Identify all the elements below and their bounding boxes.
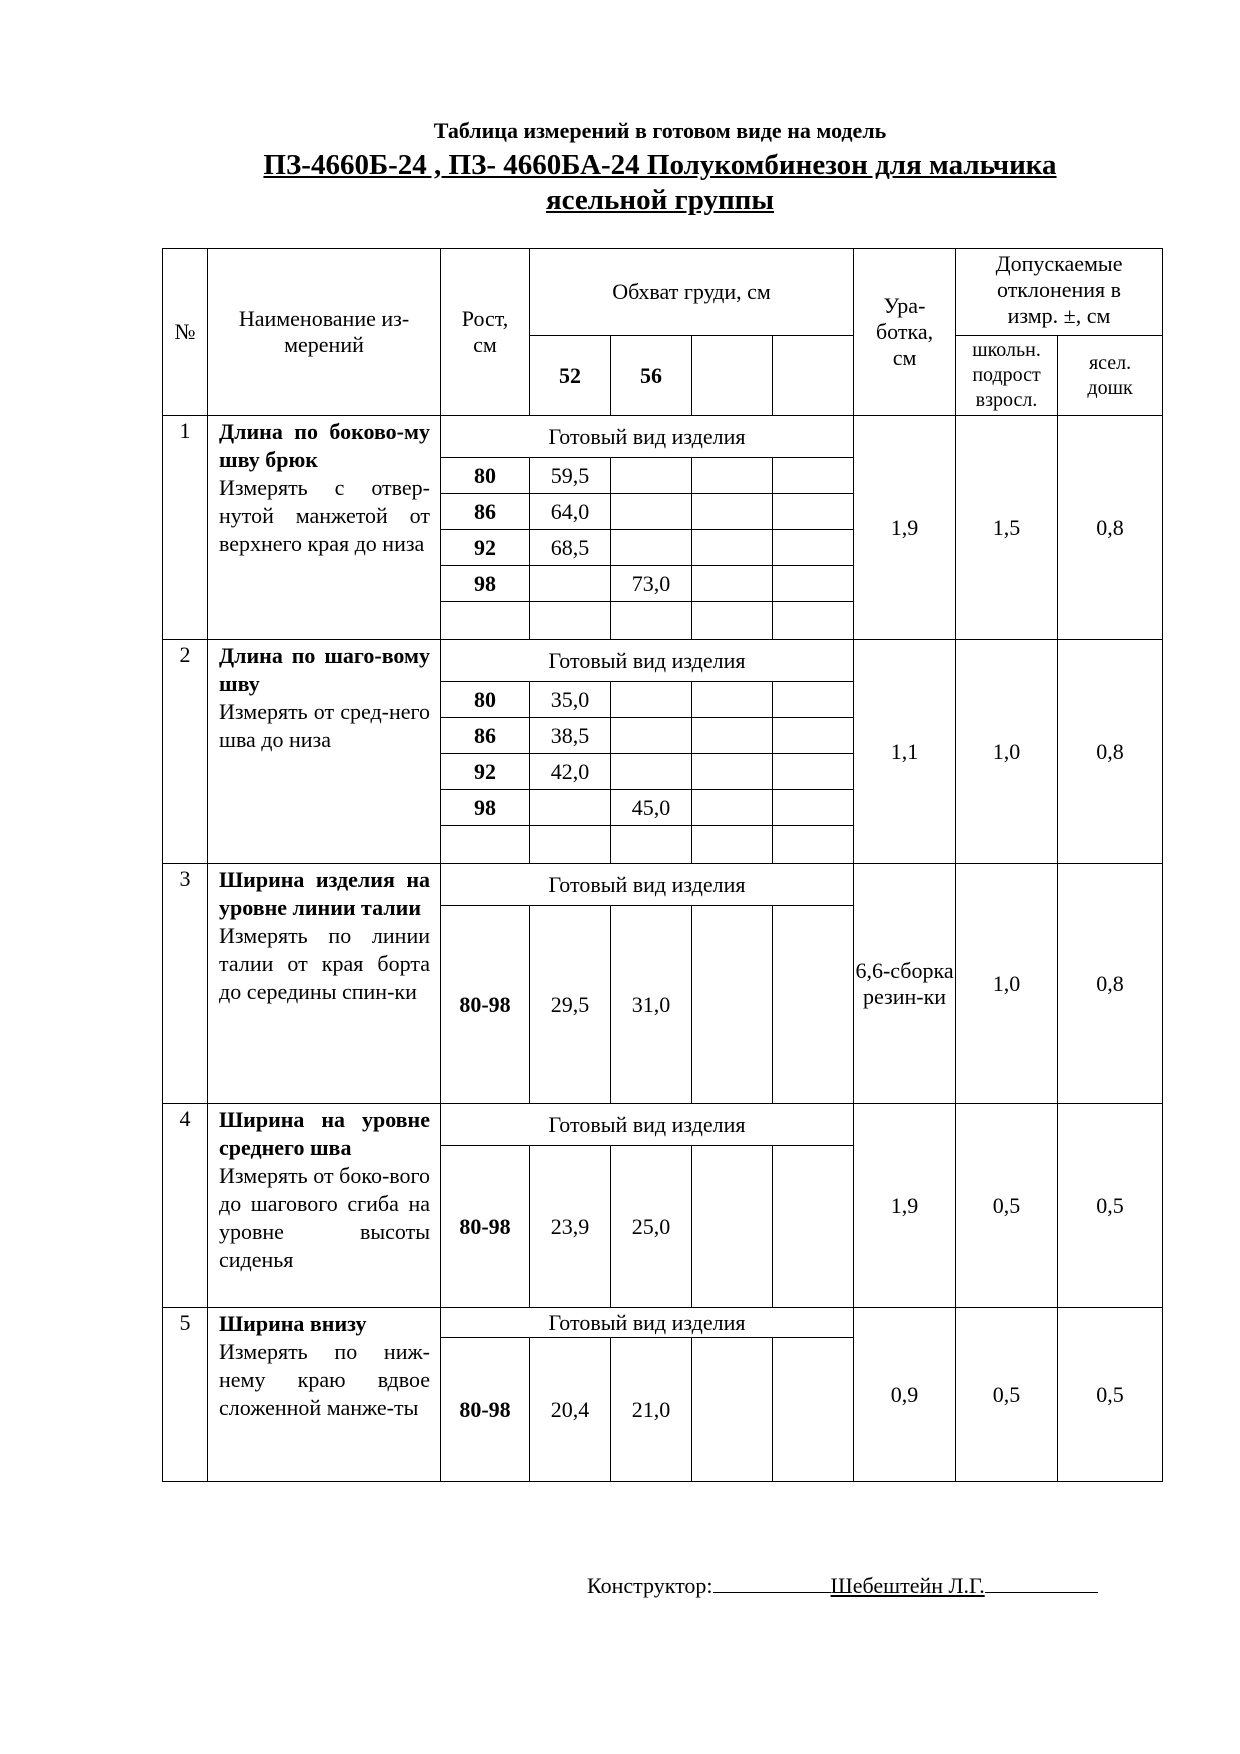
measurement-title: Ширина на уровне среднего шва [219,1107,430,1160]
tolerance-school: 0,5 [956,1308,1058,1482]
signature-line [587,1572,1098,1599]
signature-blank [985,1572,1098,1593]
size-value [611,718,692,754]
size-value [773,682,854,718]
work-value: 1,9 [854,1104,956,1308]
row-number: 2 [163,640,208,864]
size-value [773,530,854,566]
size-value: 21,0 [611,1338,692,1482]
row-number: 3 [163,864,208,1104]
table-row [163,640,1163,682]
size-value [611,494,692,530]
size-value [530,566,611,602]
measurement-instruction: Измерять с отвер-нутой манжетой от верхнего края до низа [219,475,430,556]
size-value [611,458,692,494]
measurement-table [162,248,1163,1482]
size-value: 25,0 [611,1146,692,1308]
size-value: 59,5 [530,458,611,494]
subtitle-line-2: ясельной группы [545,184,775,216]
size-value: 31,0 [611,906,692,1104]
header-nursery: ясел. дошк [1058,336,1163,416]
signature-name: Шебештейн Л.Г. [830,1573,985,1598]
measurement-title: Ширина изделия на уровне линии талии [219,867,430,920]
size-value: 68,5 [530,530,611,566]
measurement-name [208,1104,441,1308]
tolerance-nursery: 0,8 [1058,416,1163,640]
size-height: 80 [441,682,530,718]
size-value [773,1146,854,1308]
size-value [773,826,854,864]
size-value [692,790,773,826]
size-value [611,530,692,566]
signature-label: Конструктор: [587,1573,713,1598]
header-chest-value: 56 [611,336,692,416]
size-height: 98 [441,566,530,602]
size-value [692,530,773,566]
table-row [163,1104,1163,1146]
size-value [692,458,773,494]
header-chest-value [773,336,854,416]
size-value [692,682,773,718]
size-value [692,718,773,754]
header-work: Ура-ботка, см [854,249,956,416]
size-value [692,566,773,602]
size-value [773,718,854,754]
size-value [611,826,692,864]
header-height: Рост, см [441,249,530,416]
measurement-title: Длина по шаго-вому шву [219,643,430,696]
measurement-instruction: Измерять по линии талии от края борта до середины спин-ки [219,923,430,1004]
finished-label: Готовый вид изделия [441,416,854,458]
size-value [773,566,854,602]
row-number: 1 [163,416,208,640]
tolerance-school: 0,5 [956,1104,1058,1308]
size-value [692,1146,773,1308]
size-value [773,458,854,494]
size-value: 35,0 [530,682,611,718]
size-value [773,906,854,1104]
tolerance-nursery: 0,5 [1058,1308,1163,1482]
header-chest: Обхват груди, см [530,249,854,336]
tolerance-nursery: 0,8 [1058,640,1163,864]
table-row [163,416,1163,458]
size-value: 38,5 [530,718,611,754]
size-value [530,602,611,640]
size-height: 80 [441,458,530,494]
work-value: 1,1 [854,640,956,864]
work-value: 6,6-сборка резин-ки [854,864,956,1104]
header-no: № [163,249,208,416]
size-value [692,906,773,1104]
size-value [692,826,773,864]
size-value [611,602,692,640]
size-value [692,494,773,530]
finished-label: Готовый вид изделия [441,640,854,682]
subtitle-line-1: ПЗ-4660Б-24 , ПЗ- 4660БА-24 Полукомбинезон для мальчика [263,149,1057,181]
size-value [773,754,854,790]
measurement-name [208,1308,441,1482]
measurement-name [208,640,441,864]
size-height: 86 [441,718,530,754]
size-value: 45,0 [611,790,692,826]
size-height: 86 [441,494,530,530]
measurement-title: Длина по боково-му шву брюк [219,419,430,472]
signature-blank [713,1572,831,1593]
size-value [773,1338,854,1482]
size-height: 92 [441,754,530,790]
table-row [163,1308,1163,1338]
document-subtitle [0,148,1240,218]
size-value [773,494,854,530]
size-value [773,790,854,826]
size-value: 20,4 [530,1338,611,1482]
size-height [441,826,530,864]
work-value: 1,9 [854,416,956,640]
size-height [441,602,530,640]
size-height: 80-98 [441,906,530,1104]
row-number: 5 [163,1308,208,1482]
header-name: Наименование из-мерений [208,249,441,416]
header-tolerance: Допускаемые отклонения в измр. ±, см [956,249,1163,336]
finished-label: Готовый вид изделия [441,1308,854,1338]
size-height: 80-98 [441,1338,530,1482]
size-height: 80-98 [441,1146,530,1308]
size-value: 64,0 [530,494,611,530]
size-value [692,602,773,640]
header-chest-value [692,336,773,416]
measurement-name [208,864,441,1104]
size-value [611,754,692,790]
size-value: 29,5 [530,906,611,1104]
tolerance-school: 1,5 [956,416,1058,640]
measurement-title: Ширина внизу [219,1311,367,1336]
measurement-instruction: Измерять от сред-него шва до низа [219,699,430,752]
size-height: 98 [441,790,530,826]
tolerance-nursery: 0,8 [1058,864,1163,1104]
work-value: 0,9 [854,1308,956,1482]
size-value [530,826,611,864]
size-value: 42,0 [530,754,611,790]
size-value: 23,9 [530,1146,611,1308]
finished-label: Готовый вид изделия [441,1104,854,1146]
measurement-instruction: Измерять по ниж-нему краю вдвое сложенной манже-ты [219,1339,430,1420]
measurement-name [208,416,441,640]
row-number: 4 [163,1104,208,1308]
document-title: Таблица измерений в готовом виде на модель [433,118,887,143]
tolerance-school: 1,0 [956,640,1058,864]
size-value: 73,0 [611,566,692,602]
header-school: школьн. подрост взросл. [956,336,1058,416]
size-value [773,602,854,640]
table-row [163,864,1163,906]
size-value [611,682,692,718]
finished-label: Готовый вид изделия [441,864,854,906]
size-height: 92 [441,530,530,566]
size-value [692,1338,773,1482]
measurement-instruction: Измерять от боко-вого до шагового сгиба на уровне высоты сиденья [219,1163,430,1272]
size-value [530,790,611,826]
tolerance-nursery: 0,5 [1058,1104,1163,1308]
tolerance-school: 1,0 [956,864,1058,1104]
size-value [692,754,773,790]
header-chest-value: 52 [530,336,611,416]
